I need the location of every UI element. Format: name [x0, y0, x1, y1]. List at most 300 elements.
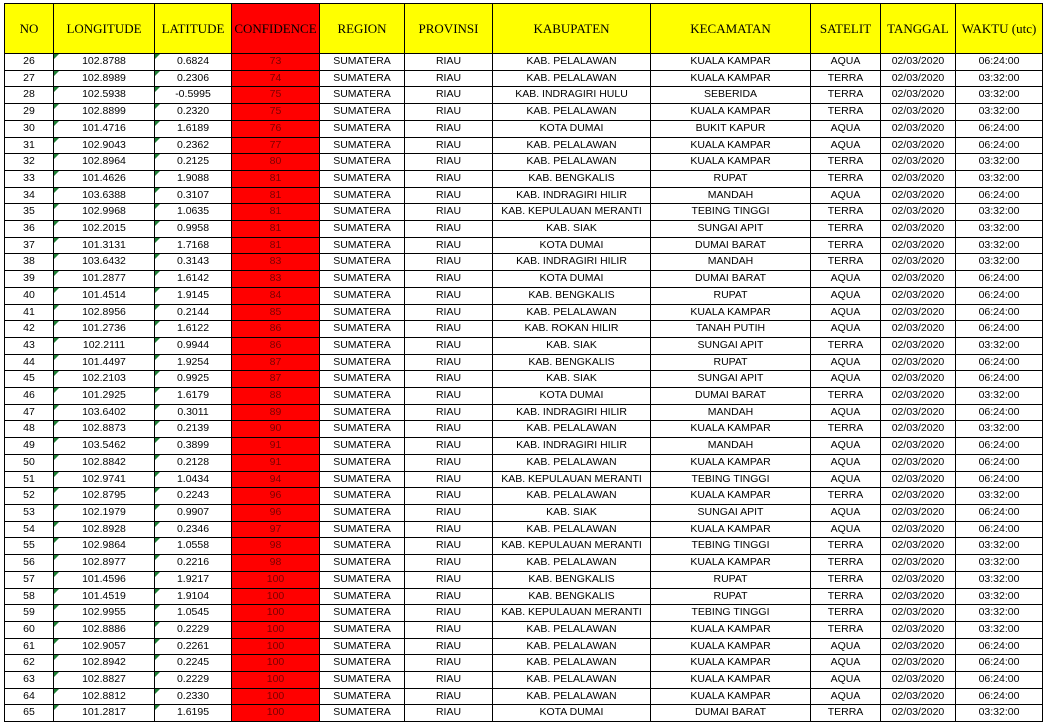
cell-tanggal[interactable]: 02/03/2020 — [881, 104, 956, 121]
cell-no[interactable]: 31 — [5, 137, 54, 154]
cell-tanggal[interactable]: 02/03/2020 — [881, 221, 956, 238]
cell-tanggal[interactable]: 02/03/2020 — [881, 555, 956, 572]
cell-kabupaten[interactable]: KAB. PELALAWAN — [493, 54, 651, 71]
cell-waktu[interactable]: 03:32:00 — [956, 170, 1043, 187]
cell-kabupaten[interactable]: KAB. INDRAGIRI HULU — [493, 87, 651, 104]
cell-satelit[interactable]: TERRA — [811, 170, 881, 187]
cell-satelit[interactable]: AQUA — [811, 672, 881, 689]
cell-confidence[interactable]: 100 — [232, 655, 320, 672]
cell-longitude[interactable]: 102.9043 — [54, 137, 155, 154]
cell-kecamatan[interactable]: TANAH PUTIH — [651, 321, 811, 338]
cell-confidence[interactable]: 96 — [232, 504, 320, 521]
table-row[interactable] — [5, 70, 1043, 87]
cell-region[interactable]: SUMATERA — [320, 621, 405, 638]
cell-kabupaten[interactable]: KAB. KEPULAUAN MERANTI — [493, 204, 651, 221]
cell-latitude[interactable]: 0.2330 — [155, 688, 232, 705]
cell-longitude[interactable]: 101.4716 — [54, 120, 155, 137]
table-row[interactable] — [5, 54, 1043, 71]
cell-tanggal[interactable]: 02/03/2020 — [881, 321, 956, 338]
cell-latitude[interactable]: -0.5995 — [155, 87, 232, 104]
cell-kabupaten[interactable]: KAB. BENGKALIS — [493, 354, 651, 371]
cell-longitude[interactable]: 102.9968 — [54, 204, 155, 221]
cell-confidence[interactable]: 98 — [232, 538, 320, 555]
table-row[interactable] — [5, 571, 1043, 588]
table-row[interactable] — [5, 588, 1043, 605]
cell-latitude[interactable]: 0.2139 — [155, 421, 232, 438]
cell-confidence[interactable]: 91 — [232, 454, 320, 471]
cell-kecamatan[interactable]: SUNGAI APIT — [651, 221, 811, 238]
cell-region[interactable]: SUMATERA — [320, 705, 405, 722]
table-row[interactable] — [5, 454, 1043, 471]
cell-waktu[interactable]: 06:24:00 — [956, 371, 1043, 388]
cell-longitude[interactable]: 101.2817 — [54, 705, 155, 722]
cell-confidence[interactable]: 89 — [232, 404, 320, 421]
cell-satelit[interactable]: AQUA — [811, 271, 881, 288]
cell-kecamatan[interactable]: KUALA KAMPAR — [651, 304, 811, 321]
cell-waktu[interactable]: 03:32:00 — [956, 705, 1043, 722]
cell-tanggal[interactable]: 02/03/2020 — [881, 388, 956, 405]
cell-waktu[interactable]: 03:32:00 — [956, 87, 1043, 104]
cell-tanggal[interactable]: 02/03/2020 — [881, 154, 956, 171]
cell-kecamatan[interactable]: KUALA KAMPAR — [651, 555, 811, 572]
header-kecamatan[interactable]: KECAMATAN — [651, 4, 811, 54]
cell-latitude[interactable]: 0.2229 — [155, 621, 232, 638]
table-row[interactable] — [5, 388, 1043, 405]
cell-longitude[interactable]: 102.8788 — [54, 54, 155, 71]
cell-waktu[interactable]: 06:24:00 — [956, 638, 1043, 655]
table-row[interactable] — [5, 471, 1043, 488]
cell-longitude[interactable]: 102.2015 — [54, 221, 155, 238]
cell-waktu[interactable]: 03:32:00 — [956, 588, 1043, 605]
cell-no[interactable]: 55 — [5, 538, 54, 555]
cell-no[interactable]: 32 — [5, 154, 54, 171]
cell-kabupaten[interactable]: KAB. PELALAWAN — [493, 555, 651, 572]
cell-region[interactable]: SUMATERA — [320, 421, 405, 438]
cell-satelit[interactable]: AQUA — [811, 688, 881, 705]
cell-confidence[interactable]: 87 — [232, 371, 320, 388]
cell-satelit[interactable]: AQUA — [811, 287, 881, 304]
cell-kecamatan[interactable]: KUALA KAMPAR — [651, 672, 811, 689]
cell-tanggal[interactable]: 02/03/2020 — [881, 137, 956, 154]
table-row[interactable] — [5, 354, 1043, 371]
cell-kecamatan[interactable]: MANDAH — [651, 404, 811, 421]
cell-tanggal[interactable]: 02/03/2020 — [881, 588, 956, 605]
table-row[interactable] — [5, 521, 1043, 538]
cell-satelit[interactable]: TERRA — [811, 87, 881, 104]
header-waktu[interactable]: WAKTU (utc) — [956, 4, 1043, 54]
cell-kecamatan[interactable]: RUPAT — [651, 354, 811, 371]
cell-confidence[interactable]: 81 — [232, 237, 320, 254]
cell-no[interactable]: 58 — [5, 588, 54, 605]
cell-no[interactable]: 57 — [5, 571, 54, 588]
cell-longitude[interactable]: 102.1979 — [54, 504, 155, 521]
cell-kabupaten[interactable]: KAB. SIAK — [493, 337, 651, 354]
cell-kabupaten[interactable]: KAB. PELALAWAN — [493, 154, 651, 171]
cell-latitude[interactable]: 0.2245 — [155, 655, 232, 672]
cell-provinsi[interactable]: RIAU — [405, 321, 493, 338]
cell-kecamatan[interactable]: DUMAI BARAT — [651, 705, 811, 722]
cell-longitude[interactable]: 101.4626 — [54, 170, 155, 187]
cell-confidence[interactable]: 81 — [232, 204, 320, 221]
cell-kabupaten[interactable]: KAB. PELALAWAN — [493, 521, 651, 538]
cell-satelit[interactable]: TERRA — [811, 488, 881, 505]
cell-latitude[interactable]: 1.7168 — [155, 237, 232, 254]
cell-longitude[interactable]: 102.9864 — [54, 538, 155, 555]
cell-kecamatan[interactable]: KUALA KAMPAR — [651, 421, 811, 438]
cell-provinsi[interactable]: RIAU — [405, 521, 493, 538]
cell-region[interactable]: SUMATERA — [320, 70, 405, 87]
cell-confidence[interactable]: 75 — [232, 104, 320, 121]
cell-region[interactable]: SUMATERA — [320, 354, 405, 371]
cell-confidence[interactable]: 100 — [232, 605, 320, 622]
cell-provinsi[interactable]: RIAU — [405, 304, 493, 321]
cell-kecamatan[interactable]: KUALA KAMPAR — [651, 621, 811, 638]
cell-kecamatan[interactable]: KUALA KAMPAR — [651, 488, 811, 505]
cell-waktu[interactable]: 06:24:00 — [956, 287, 1043, 304]
cell-longitude[interactable]: 101.4519 — [54, 588, 155, 605]
cell-provinsi[interactable]: RIAU — [405, 371, 493, 388]
cell-longitude[interactable]: 101.4514 — [54, 287, 155, 304]
cell-latitude[interactable]: 1.0545 — [155, 605, 232, 622]
cell-waktu[interactable]: 03:32:00 — [956, 605, 1043, 622]
cell-provinsi[interactable]: RIAU — [405, 254, 493, 271]
header-satelit[interactable]: SATELIT — [811, 4, 881, 54]
cell-region[interactable]: SUMATERA — [320, 438, 405, 455]
cell-kecamatan[interactable]: KUALA KAMPAR — [651, 104, 811, 121]
cell-confidence[interactable]: 100 — [232, 588, 320, 605]
cell-kabupaten[interactable]: KAB. SIAK — [493, 371, 651, 388]
table-row[interactable] — [5, 555, 1043, 572]
cell-provinsi[interactable]: RIAU — [405, 538, 493, 555]
cell-longitude[interactable]: 102.9057 — [54, 638, 155, 655]
header-latitude[interactable]: LATITUDE — [155, 4, 232, 54]
cell-confidence[interactable]: 76 — [232, 120, 320, 137]
cell-longitude[interactable]: 101.4596 — [54, 571, 155, 588]
cell-region[interactable]: SUMATERA — [320, 404, 405, 421]
cell-waktu[interactable]: 06:24:00 — [956, 354, 1043, 371]
cell-region[interactable]: SUMATERA — [320, 337, 405, 354]
cell-waktu[interactable]: 03:32:00 — [956, 104, 1043, 121]
table-row[interactable] — [5, 638, 1043, 655]
cell-waktu[interactable]: 06:24:00 — [956, 521, 1043, 538]
cell-tanggal[interactable]: 02/03/2020 — [881, 337, 956, 354]
cell-latitude[interactable]: 0.3143 — [155, 254, 232, 271]
cell-region[interactable]: SUMATERA — [320, 555, 405, 572]
cell-provinsi[interactable]: RIAU — [405, 87, 493, 104]
cell-longitude[interactable]: 102.2103 — [54, 371, 155, 388]
cell-longitude[interactable]: 101.3131 — [54, 237, 155, 254]
cell-provinsi[interactable]: RIAU — [405, 271, 493, 288]
cell-kecamatan[interactable]: DUMAI BARAT — [651, 271, 811, 288]
cell-provinsi[interactable]: RIAU — [405, 504, 493, 521]
cell-provinsi[interactable]: RIAU — [405, 70, 493, 87]
cell-kecamatan[interactable]: KUALA KAMPAR — [651, 454, 811, 471]
cell-satelit[interactable]: TERRA — [811, 421, 881, 438]
cell-satelit[interactable]: AQUA — [811, 371, 881, 388]
cell-confidence[interactable]: 98 — [232, 555, 320, 572]
cell-kabupaten[interactable]: KAB. SIAK — [493, 504, 651, 521]
cell-longitude[interactable]: 102.8899 — [54, 104, 155, 121]
cell-longitude[interactable]: 102.8873 — [54, 421, 155, 438]
cell-waktu[interactable]: 03:32:00 — [956, 154, 1043, 171]
cell-confidence[interactable]: 86 — [232, 321, 320, 338]
header-tanggal[interactable]: TANGGAL — [881, 4, 956, 54]
cell-kabupaten[interactable]: KAB. PELALAWAN — [493, 70, 651, 87]
cell-waktu[interactable]: 06:24:00 — [956, 187, 1043, 204]
cell-provinsi[interactable]: RIAU — [405, 588, 493, 605]
cell-satelit[interactable]: TERRA — [811, 154, 881, 171]
table-row[interactable] — [5, 104, 1043, 121]
cell-region[interactable]: SUMATERA — [320, 588, 405, 605]
cell-waktu[interactable]: 03:32:00 — [956, 204, 1043, 221]
cell-kecamatan[interactable]: RUPAT — [651, 287, 811, 304]
cell-provinsi[interactable]: RIAU — [405, 404, 493, 421]
cell-waktu[interactable]: 03:32:00 — [956, 421, 1043, 438]
cell-satelit[interactable]: AQUA — [811, 354, 881, 371]
cell-waktu[interactable]: 06:24:00 — [956, 454, 1043, 471]
cell-provinsi[interactable]: RIAU — [405, 605, 493, 622]
cell-satelit[interactable]: TERRA — [811, 237, 881, 254]
cell-satelit[interactable]: AQUA — [811, 120, 881, 137]
cell-no[interactable]: 52 — [5, 488, 54, 505]
cell-provinsi[interactable]: RIAU — [405, 204, 493, 221]
table-row[interactable] — [5, 337, 1043, 354]
cell-confidence[interactable]: 91 — [232, 438, 320, 455]
cell-confidence[interactable]: 81 — [232, 170, 320, 187]
cell-no[interactable]: 45 — [5, 371, 54, 388]
cell-no[interactable]: 62 — [5, 655, 54, 672]
cell-no[interactable]: 49 — [5, 438, 54, 455]
cell-kabupaten[interactable]: KAB. BENGKALIS — [493, 170, 651, 187]
cell-provinsi[interactable]: RIAU — [405, 187, 493, 204]
cell-kecamatan[interactable]: SUNGAI APIT — [651, 337, 811, 354]
cell-region[interactable]: SUMATERA — [320, 137, 405, 154]
cell-provinsi[interactable]: RIAU — [405, 471, 493, 488]
cell-satelit[interactable]: AQUA — [811, 304, 881, 321]
cell-kabupaten[interactable]: KAB. PELALAWAN — [493, 688, 651, 705]
cell-confidence[interactable]: 84 — [232, 287, 320, 304]
cell-provinsi[interactable]: RIAU — [405, 237, 493, 254]
cell-region[interactable]: SUMATERA — [320, 287, 405, 304]
cell-confidence[interactable]: 94 — [232, 471, 320, 488]
cell-tanggal[interactable]: 02/03/2020 — [881, 571, 956, 588]
cell-latitude[interactable]: 0.2346 — [155, 521, 232, 538]
cell-confidence[interactable]: 100 — [232, 621, 320, 638]
cell-latitude[interactable]: 0.2216 — [155, 555, 232, 572]
cell-no[interactable]: 51 — [5, 471, 54, 488]
cell-no[interactable]: 38 — [5, 254, 54, 271]
cell-tanggal[interactable]: 02/03/2020 — [881, 421, 956, 438]
table-row[interactable] — [5, 705, 1043, 722]
cell-satelit[interactable]: TERRA — [811, 388, 881, 405]
cell-no[interactable]: 40 — [5, 287, 54, 304]
cell-confidence[interactable]: 77 — [232, 137, 320, 154]
cell-provinsi[interactable]: RIAU — [405, 54, 493, 71]
cell-kabupaten[interactable]: KAB. INDRAGIRI HILIR — [493, 404, 651, 421]
table-row[interactable] — [5, 287, 1043, 304]
cell-kabupaten[interactable]: KAB. INDRAGIRI HILIR — [493, 438, 651, 455]
cell-satelit[interactable]: AQUA — [811, 54, 881, 71]
cell-waktu[interactable]: 06:24:00 — [956, 137, 1043, 154]
cell-kecamatan[interactable]: TEBING TINGGI — [651, 204, 811, 221]
cell-kabupaten[interactable]: KAB. PELALAWAN — [493, 672, 651, 689]
cell-confidence[interactable]: 85 — [232, 304, 320, 321]
cell-kabupaten[interactable]: KOTA DUMAI — [493, 271, 651, 288]
cell-tanggal[interactable]: 02/03/2020 — [881, 404, 956, 421]
cell-no[interactable]: 47 — [5, 404, 54, 421]
table-row[interactable] — [5, 204, 1043, 221]
cell-region[interactable]: SUMATERA — [320, 221, 405, 238]
cell-provinsi[interactable]: RIAU — [405, 104, 493, 121]
cell-longitude[interactable]: 102.8942 — [54, 655, 155, 672]
cell-tanggal[interactable]: 02/03/2020 — [881, 672, 956, 689]
table-row[interactable] — [5, 421, 1043, 438]
cell-confidence[interactable]: 100 — [232, 571, 320, 588]
cell-latitude[interactable]: 0.3011 — [155, 404, 232, 421]
table-row[interactable] — [5, 438, 1043, 455]
cell-tanggal[interactable]: 02/03/2020 — [881, 471, 956, 488]
cell-waktu[interactable]: 03:32:00 — [956, 571, 1043, 588]
cell-tanggal[interactable]: 02/03/2020 — [881, 655, 956, 672]
cell-waktu[interactable]: 06:24:00 — [956, 688, 1043, 705]
cell-latitude[interactable]: 1.9217 — [155, 571, 232, 588]
cell-region[interactable]: SUMATERA — [320, 104, 405, 121]
cell-longitude[interactable]: 102.8928 — [54, 521, 155, 538]
table-row[interactable] — [5, 170, 1043, 187]
cell-kecamatan[interactable]: KUALA KAMPAR — [651, 54, 811, 71]
cell-kabupaten[interactable]: KAB. PELALAWAN — [493, 655, 651, 672]
cell-latitude[interactable]: 1.9145 — [155, 287, 232, 304]
cell-kabupaten[interactable]: KOTA DUMAI — [493, 120, 651, 137]
table-row[interactable] — [5, 221, 1043, 238]
cell-provinsi[interactable]: RIAU — [405, 337, 493, 354]
cell-latitude[interactable]: 0.2128 — [155, 454, 232, 471]
cell-no[interactable]: 54 — [5, 521, 54, 538]
cell-latitude[interactable]: 0.9907 — [155, 504, 232, 521]
cell-region[interactable]: SUMATERA — [320, 521, 405, 538]
cell-confidence[interactable]: 73 — [232, 54, 320, 71]
cell-kabupaten[interactable]: KOTA DUMAI — [493, 388, 651, 405]
cell-region[interactable]: SUMATERA — [320, 187, 405, 204]
table-row[interactable] — [5, 371, 1043, 388]
cell-confidence[interactable]: 81 — [232, 221, 320, 238]
table-row[interactable] — [5, 672, 1043, 689]
cell-no[interactable]: 35 — [5, 204, 54, 221]
cell-waktu[interactable]: 06:24:00 — [956, 271, 1043, 288]
cell-no[interactable]: 41 — [5, 304, 54, 321]
cell-waktu[interactable]: 03:32:00 — [956, 388, 1043, 405]
cell-satelit[interactable]: AQUA — [811, 438, 881, 455]
cell-longitude[interactable]: 102.8886 — [54, 621, 155, 638]
cell-satelit[interactable]: AQUA — [811, 187, 881, 204]
cell-region[interactable]: SUMATERA — [320, 321, 405, 338]
cell-kecamatan[interactable]: RUPAT — [651, 170, 811, 187]
cell-latitude[interactable]: 1.6189 — [155, 120, 232, 137]
cell-waktu[interactable]: 06:24:00 — [956, 504, 1043, 521]
table-row[interactable] — [5, 237, 1043, 254]
cell-waktu[interactable]: 03:32:00 — [956, 337, 1043, 354]
cell-waktu[interactable]: 06:24:00 — [956, 672, 1043, 689]
cell-kabupaten[interactable]: KAB. PELALAWAN — [493, 137, 651, 154]
cell-kecamatan[interactable]: DUMAI BARAT — [651, 237, 811, 254]
cell-kabupaten[interactable]: KAB. KEPULAUAN MERANTI — [493, 605, 651, 622]
cell-region[interactable]: SUMATERA — [320, 271, 405, 288]
cell-waktu[interactable]: 06:24:00 — [956, 304, 1043, 321]
cell-latitude[interactable]: 0.2229 — [155, 672, 232, 689]
cell-tanggal[interactable]: 02/03/2020 — [881, 354, 956, 371]
cell-satelit[interactable]: AQUA — [811, 521, 881, 538]
cell-tanggal[interactable]: 02/03/2020 — [881, 438, 956, 455]
cell-satelit[interactable]: AQUA — [811, 504, 881, 521]
cell-waktu[interactable]: 06:24:00 — [956, 54, 1043, 71]
table-row[interactable] — [5, 605, 1043, 622]
cell-waktu[interactable]: 03:32:00 — [956, 221, 1043, 238]
cell-kabupaten[interactable]: KAB. PELALAWAN — [493, 421, 651, 438]
table-row[interactable] — [5, 254, 1043, 271]
cell-no[interactable]: 42 — [5, 321, 54, 338]
cell-region[interactable]: SUMATERA — [320, 571, 405, 588]
cell-longitude[interactable]: 103.6432 — [54, 254, 155, 271]
cell-kecamatan[interactable]: KUALA KAMPAR — [651, 638, 811, 655]
cell-longitude[interactable]: 103.6388 — [54, 187, 155, 204]
cell-no[interactable]: 37 — [5, 237, 54, 254]
cell-tanggal[interactable]: 02/03/2020 — [881, 187, 956, 204]
cell-no[interactable]: 50 — [5, 454, 54, 471]
cell-provinsi[interactable]: RIAU — [405, 688, 493, 705]
cell-no[interactable]: 39 — [5, 271, 54, 288]
cell-waktu[interactable]: 06:24:00 — [956, 120, 1043, 137]
cell-region[interactable]: SUMATERA — [320, 170, 405, 187]
cell-satelit[interactable]: AQUA — [811, 638, 881, 655]
cell-provinsi[interactable]: RIAU — [405, 555, 493, 572]
cell-waktu[interactable]: 06:24:00 — [956, 404, 1043, 421]
cell-satelit[interactable]: TERRA — [811, 571, 881, 588]
cell-satelit[interactable]: TERRA — [811, 621, 881, 638]
cell-satelit[interactable]: AQUA — [811, 471, 881, 488]
cell-no[interactable]: 48 — [5, 421, 54, 438]
cell-waktu[interactable]: 03:32:00 — [956, 488, 1043, 505]
cell-provinsi[interactable]: RIAU — [405, 170, 493, 187]
cell-kecamatan[interactable]: KUALA KAMPAR — [651, 688, 811, 705]
cell-longitude[interactable]: 103.6402 — [54, 404, 155, 421]
cell-waktu[interactable]: 03:32:00 — [956, 237, 1043, 254]
cell-waktu[interactable]: 06:24:00 — [956, 471, 1043, 488]
cell-tanggal[interactable]: 02/03/2020 — [881, 254, 956, 271]
table-row[interactable] — [5, 504, 1043, 521]
cell-waktu[interactable]: 03:32:00 — [956, 621, 1043, 638]
cell-no[interactable]: 36 — [5, 221, 54, 238]
cell-kecamatan[interactable]: MANDAH — [651, 254, 811, 271]
cell-provinsi[interactable]: RIAU — [405, 638, 493, 655]
cell-region[interactable]: SUMATERA — [320, 388, 405, 405]
table-row[interactable] — [5, 120, 1043, 137]
cell-kecamatan[interactable]: KUALA KAMPAR — [651, 70, 811, 87]
cell-latitude[interactable]: 1.9254 — [155, 354, 232, 371]
cell-region[interactable]: SUMATERA — [320, 237, 405, 254]
cell-satelit[interactable]: TERRA — [811, 337, 881, 354]
cell-kecamatan[interactable]: SEBERIDA — [651, 87, 811, 104]
cell-region[interactable]: SUMATERA — [320, 605, 405, 622]
cell-satelit[interactable]: TERRA — [811, 605, 881, 622]
cell-satelit[interactable]: TERRA — [811, 705, 881, 722]
cell-provinsi[interactable]: RIAU — [405, 388, 493, 405]
cell-no[interactable]: 34 — [5, 187, 54, 204]
cell-kabupaten[interactable]: KAB. INDRAGIRI HILIR — [493, 254, 651, 271]
cell-latitude[interactable]: 1.6179 — [155, 388, 232, 405]
cell-latitude[interactable]: 0.2261 — [155, 638, 232, 655]
cell-no[interactable]: 29 — [5, 104, 54, 121]
cell-provinsi[interactable]: RIAU — [405, 705, 493, 722]
